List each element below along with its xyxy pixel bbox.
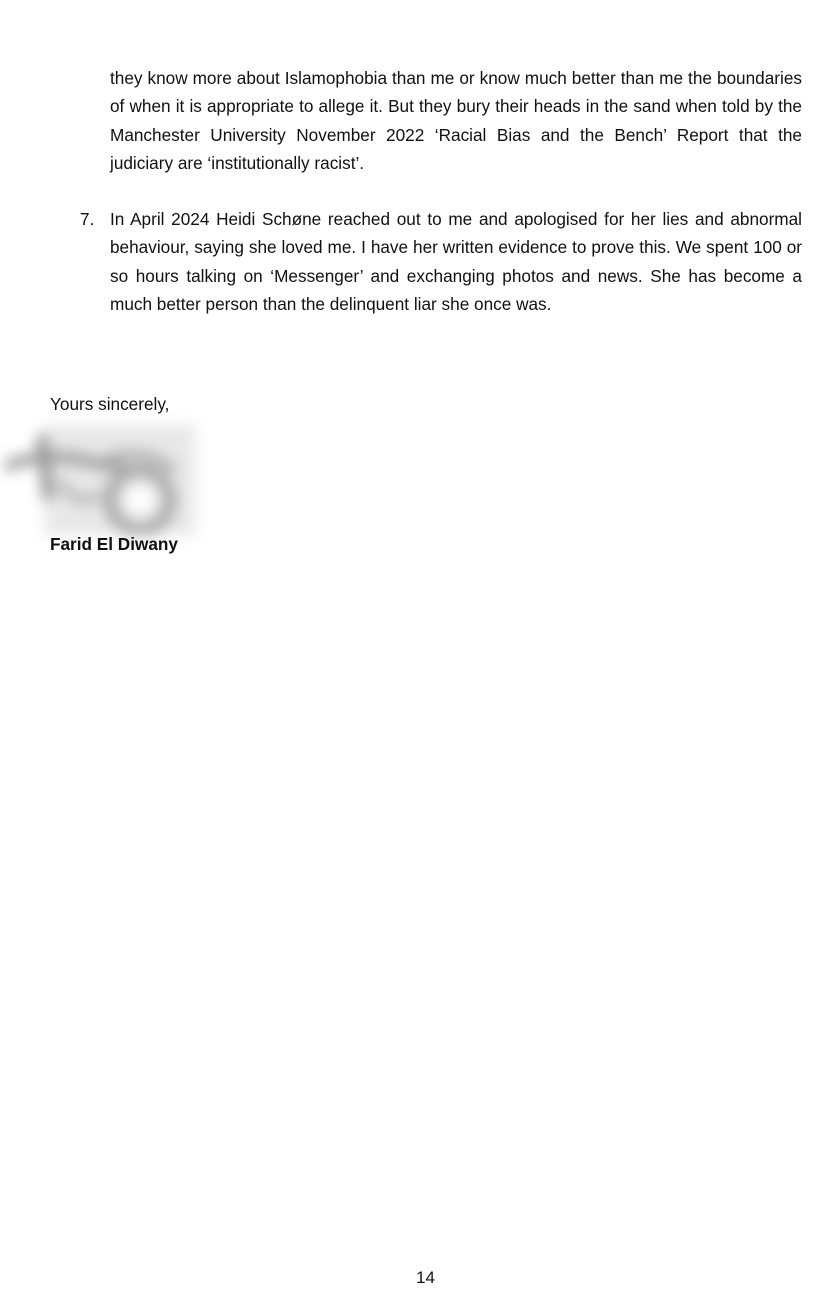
continuation-paragraph: they know more about Islamophobia than me or know much better than me the boundaries of when it is appropriate to allege it. But they bury their heads in the sand when told by the Manchester University November 2022 ‘Racial Bias and the Bench’ Report that the judiciary are ‘institutionally racist’. [110,68,802,173]
list-item-7-text: In April 2024 Heidi Schøne reached out to me and apologised for her lies and abnormal behaviour, saying she loved me. I have her written evidence to prove this. We spent 100 or so hours talking on ‘Messenger’ and exchanging photos and news. She has become a much better person than the delinquent liar she once was. [110,209,802,314]
page-number: 14 [416,1268,435,1287]
list-item-number: 7. [80,209,95,229]
signer-name: Farid El Diwany [50,534,178,554]
closing-salutation: Yours sincerely, [50,394,170,414]
signature-image [0,425,200,535]
